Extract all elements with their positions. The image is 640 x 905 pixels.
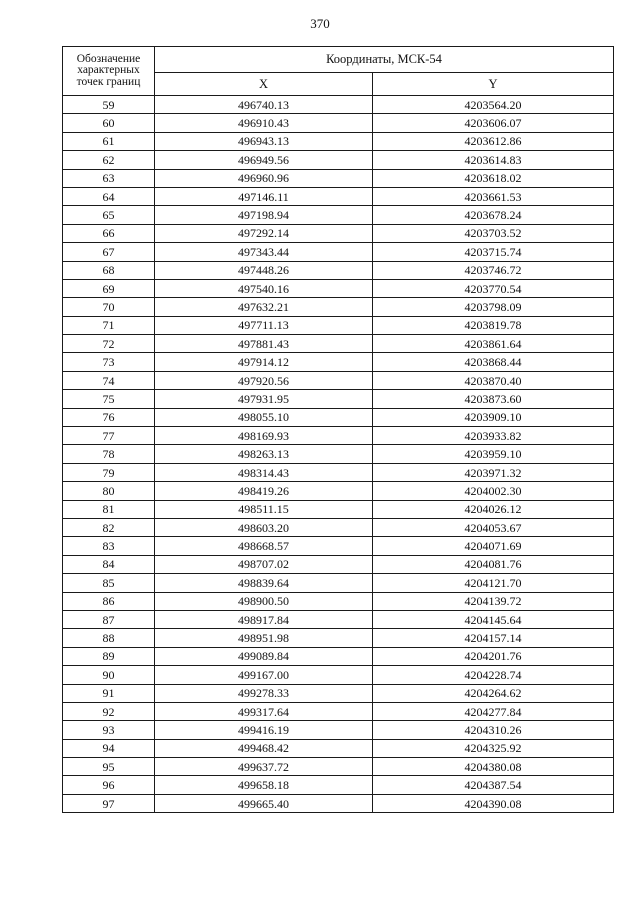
table-row <box>63 353 614 371</box>
x-coordinate-cell: 497914.12 <box>155 353 373 371</box>
point-number-cell: 71 <box>63 316 155 334</box>
x-coordinate-cell: 498707.02 <box>155 555 373 573</box>
point-number-cell: 73 <box>63 353 155 371</box>
y-coordinate-cell: 4203933.82 <box>373 427 614 445</box>
y-coordinate-cell: 4203746.72 <box>373 261 614 279</box>
table-row <box>63 794 614 812</box>
table-row <box>63 537 614 555</box>
table-row <box>63 482 614 500</box>
point-number-cell: 75 <box>63 390 155 408</box>
point-number-cell: 78 <box>63 445 155 463</box>
y-coordinate-cell: 4203612.86 <box>373 132 614 150</box>
y-coordinate-cell: 4203678.24 <box>373 206 614 224</box>
y-coordinate-cell: 4203868.44 <box>373 353 614 371</box>
x-coordinate-cell: 499317.64 <box>155 702 373 720</box>
page-number: 370 <box>310 16 330 31</box>
table-row <box>63 279 614 297</box>
x-coordinate-cell: 498511.15 <box>155 500 373 518</box>
x-coordinate-cell: 497920.56 <box>155 371 373 389</box>
point-number-cell: 65 <box>63 206 155 224</box>
point-number-cell: 89 <box>63 647 155 665</box>
point-number-cell: 61 <box>63 132 155 150</box>
table-row <box>63 647 614 665</box>
y-coordinate-cell: 4204121.70 <box>373 574 614 592</box>
x-coordinate-cell: 499658.18 <box>155 776 373 794</box>
y-coordinate-cell: 4203564.20 <box>373 96 614 114</box>
table-row <box>63 243 614 261</box>
x-coordinate-cell: 499637.72 <box>155 758 373 776</box>
y-coordinate-cell: 4203861.64 <box>373 335 614 353</box>
table-row <box>63 555 614 573</box>
point-number-cell: 64 <box>63 187 155 205</box>
table-row <box>63 666 614 684</box>
table-row <box>63 316 614 334</box>
x-coordinate-cell: 497343.44 <box>155 243 373 261</box>
point-number-cell: 91 <box>63 684 155 702</box>
y-coordinate-cell: 4203873.60 <box>373 390 614 408</box>
y-coordinate-cell: 4203606.07 <box>373 114 614 132</box>
y-coordinate-cell: 4204053.67 <box>373 518 614 536</box>
x-coordinate-cell: 499278.33 <box>155 684 373 702</box>
table-row <box>63 776 614 794</box>
y-coordinate-cell: 4203715.74 <box>373 243 614 261</box>
point-number-cell: 96 <box>63 776 155 794</box>
point-number-cell: 94 <box>63 739 155 757</box>
point-number-cell: 79 <box>63 463 155 481</box>
x-coordinate-cell: 499665.40 <box>155 794 373 812</box>
y-coordinate-cell: 4204026.12 <box>373 500 614 518</box>
point-number-cell: 60 <box>63 114 155 132</box>
x-coordinate-cell: 498419.26 <box>155 482 373 500</box>
point-number-cell: 63 <box>63 169 155 187</box>
coordinates-group-header: Координаты, МСК-54 <box>155 47 614 73</box>
table-row <box>63 629 614 647</box>
y-coordinate-cell: 4204310.26 <box>373 721 614 739</box>
table-row <box>63 445 614 463</box>
x-coordinate-cell: 497198.94 <box>155 206 373 224</box>
point-number-cell: 80 <box>63 482 155 500</box>
table-row <box>63 390 614 408</box>
x-coordinate-cell: 498603.20 <box>155 518 373 536</box>
y-coordinate-cell: 4204201.76 <box>373 647 614 665</box>
table-row <box>63 592 614 610</box>
table-row <box>63 574 614 592</box>
point-number-cell: 77 <box>63 427 155 445</box>
point-number-cell: 95 <box>63 758 155 776</box>
x-coordinate-cell: 496949.56 <box>155 151 373 169</box>
point-number-cell: 97 <box>63 794 155 812</box>
y-coordinate-cell: 4204380.08 <box>373 758 614 776</box>
point-number-cell: 81 <box>63 500 155 518</box>
x-coordinate-cell: 497881.43 <box>155 335 373 353</box>
x-coordinate-cell: 497146.11 <box>155 187 373 205</box>
y-coordinate-cell: 4203870.40 <box>373 371 614 389</box>
point-number-cell: 69 <box>63 279 155 297</box>
y-coordinate-cell: 4203614.83 <box>373 151 614 169</box>
table-row <box>63 610 614 628</box>
table-row <box>63 96 614 114</box>
point-number-cell: 66 <box>63 224 155 242</box>
point-number-cell: 59 <box>63 96 155 114</box>
y-coordinate-cell: 4204228.74 <box>373 666 614 684</box>
y-coordinate-cell: 4204264.62 <box>373 684 614 702</box>
table-row <box>63 169 614 187</box>
point-number-cell: 88 <box>63 629 155 647</box>
x-coordinate-cell: 497540.16 <box>155 279 373 297</box>
x-coordinate-cell: 498951.98 <box>155 629 373 647</box>
point-number-cell: 82 <box>63 518 155 536</box>
point-number-cell: 86 <box>63 592 155 610</box>
x-coordinate-cell: 497292.14 <box>155 224 373 242</box>
point-number-cell: 84 <box>63 555 155 573</box>
point-label-header: Обозначение характерных точек границ <box>63 47 155 96</box>
coordinates-table <box>62 46 614 813</box>
point-number-cell: 76 <box>63 408 155 426</box>
x-coordinate-cell: 498668.57 <box>155 537 373 555</box>
x-coordinate-cell: 497931.95 <box>155 390 373 408</box>
point-number-cell: 67 <box>63 243 155 261</box>
y-coordinate-cell: 4204390.08 <box>373 794 614 812</box>
x-coordinate-cell: 498839.64 <box>155 574 373 592</box>
table-row <box>63 206 614 224</box>
x-coordinate-cell: 498314.43 <box>155 463 373 481</box>
table-row <box>63 463 614 481</box>
point-number-cell: 93 <box>63 721 155 739</box>
x-coordinate-cell: 499416.19 <box>155 721 373 739</box>
y-coordinate-cell: 4203909.10 <box>373 408 614 426</box>
table-row <box>63 721 614 739</box>
y-coordinate-cell: 4204325.92 <box>373 739 614 757</box>
table-row <box>63 427 614 445</box>
x-column-header: X <box>155 72 373 95</box>
x-coordinate-cell: 496943.13 <box>155 132 373 150</box>
x-coordinate-cell: 499468.42 <box>155 739 373 757</box>
table-row <box>63 371 614 389</box>
table-row <box>63 684 614 702</box>
point-number-cell: 68 <box>63 261 155 279</box>
point-number-cell: 85 <box>63 574 155 592</box>
y-coordinate-cell: 4203959.10 <box>373 445 614 463</box>
x-coordinate-cell: 498900.50 <box>155 592 373 610</box>
point-number-cell: 90 <box>63 666 155 684</box>
y-coordinate-cell: 4204157.14 <box>373 629 614 647</box>
point-number-cell: 70 <box>63 298 155 316</box>
y-coordinate-cell: 4203819.78 <box>373 316 614 334</box>
table-row <box>63 132 614 150</box>
x-coordinate-cell: 497632.21 <box>155 298 373 316</box>
table-row <box>63 335 614 353</box>
table-row <box>63 408 614 426</box>
y-coordinate-cell: 4203971.32 <box>373 463 614 481</box>
y-coordinate-cell: 4203661.53 <box>373 187 614 205</box>
point-number-cell: 83 <box>63 537 155 555</box>
x-coordinate-cell: 496910.43 <box>155 114 373 132</box>
y-coordinate-cell: 4204277.84 <box>373 702 614 720</box>
y-coordinate-cell: 4204139.72 <box>373 592 614 610</box>
point-number-cell: 87 <box>63 610 155 628</box>
x-coordinate-cell: 498055.10 <box>155 408 373 426</box>
y-coordinate-cell: 4203798.09 <box>373 298 614 316</box>
table-row <box>63 224 614 242</box>
y-coordinate-cell: 4203770.54 <box>373 279 614 297</box>
y-coordinate-cell: 4203618.02 <box>373 169 614 187</box>
x-coordinate-cell: 499167.00 <box>155 666 373 684</box>
y-coordinate-cell: 4203703.52 <box>373 224 614 242</box>
point-number-cell: 72 <box>63 335 155 353</box>
x-coordinate-cell: 496960.96 <box>155 169 373 187</box>
table-body <box>63 96 614 813</box>
x-coordinate-cell: 496740.13 <box>155 96 373 114</box>
table-row <box>63 187 614 205</box>
table-row <box>63 114 614 132</box>
point-number-cell: 62 <box>63 151 155 169</box>
y-coordinate-cell: 4204071.69 <box>373 537 614 555</box>
table-row <box>63 298 614 316</box>
table-row <box>63 500 614 518</box>
point-number-cell: 74 <box>63 371 155 389</box>
x-coordinate-cell: 498169.93 <box>155 427 373 445</box>
x-coordinate-cell: 497448.26 <box>155 261 373 279</box>
table-header <box>63 47 614 96</box>
y-coordinate-cell: 4204387.54 <box>373 776 614 794</box>
table-row <box>63 261 614 279</box>
point-number-cell: 92 <box>63 702 155 720</box>
x-coordinate-cell: 498917.84 <box>155 610 373 628</box>
table-row <box>63 758 614 776</box>
table-row <box>63 151 614 169</box>
table-row <box>63 518 614 536</box>
table-row <box>63 702 614 720</box>
y-coordinate-cell: 4204145.64 <box>373 610 614 628</box>
y-column-header: Y <box>373 72 614 95</box>
x-coordinate-cell: 497711.13 <box>155 316 373 334</box>
y-coordinate-cell: 4204081.76 <box>373 555 614 573</box>
table-row <box>63 739 614 757</box>
x-coordinate-cell: 499089.84 <box>155 647 373 665</box>
y-coordinate-cell: 4204002.30 <box>373 482 614 500</box>
x-coordinate-cell: 498263.13 <box>155 445 373 463</box>
